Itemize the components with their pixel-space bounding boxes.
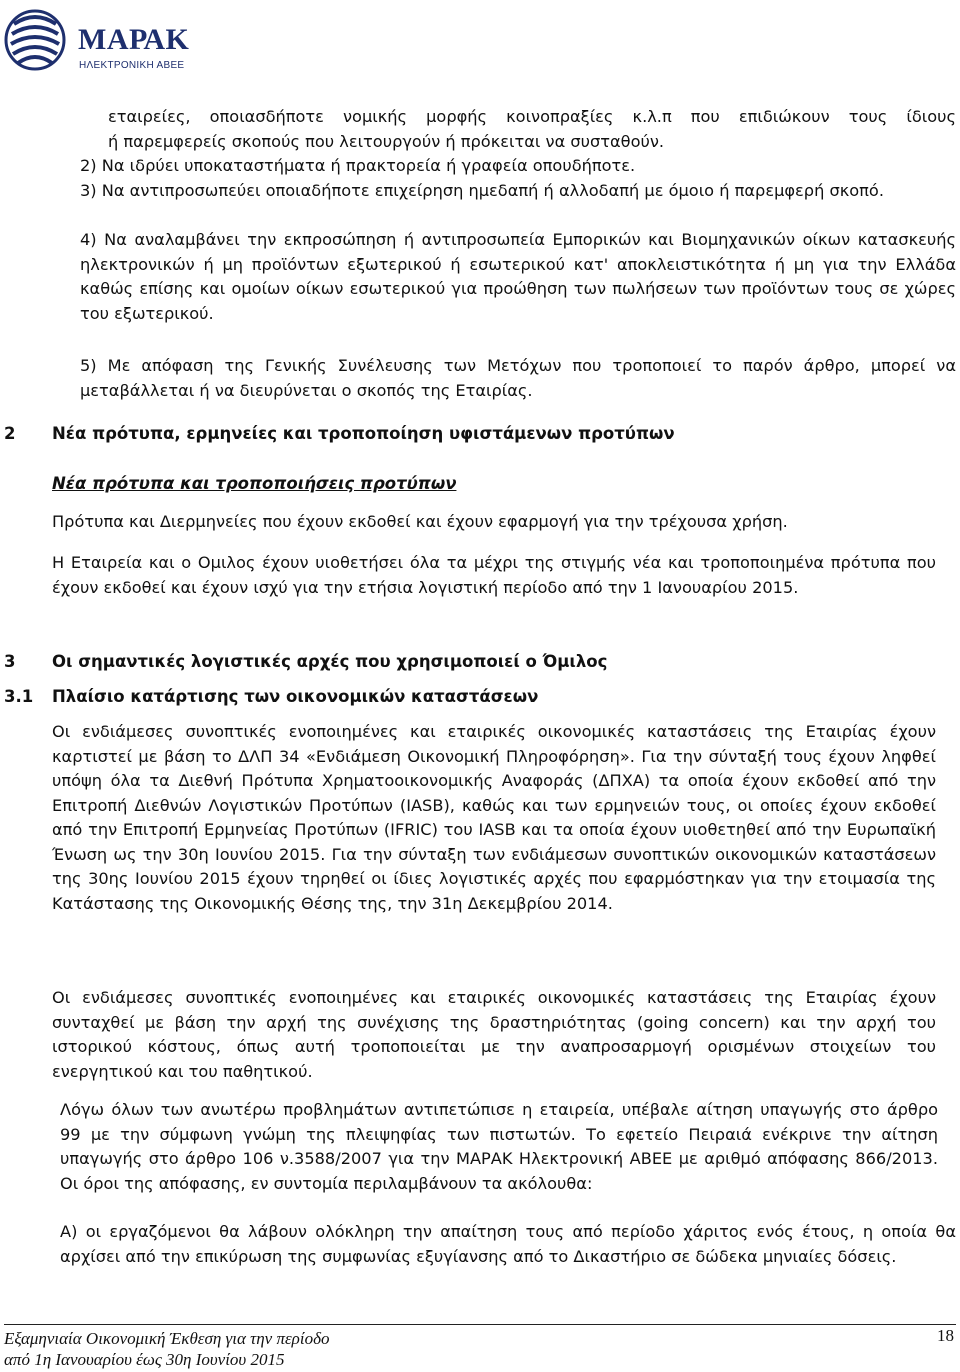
section-2-number: 2 — [4, 424, 16, 443]
section-3-1-para-2: Οι ενδιάμεσες συνοπτικές ενοποιημένες και εταιρικές οικονομικές καταστάσεις της Εταιρίας έχουν συνταχθεί με βάση την αρχή της συνέχισης της δραστηριότητας (going concern) και την αρχή του ιστορικού κόστους, όπως αυτή τροποποιείται με την αναπροσαρμογή ορισμένων στοιχείων του ενεργητικού και του παθητικού. — [52, 988, 936, 1081]
footer-line-2: από 1η Ιανουαρίου έως 30η Ιουνίου 2015 — [4, 1350, 285, 1369]
section-2-para-1: Πρότυπα και Διερμηνείες που έχουν εκδοθεί και έχουν εφαρμογή για την τρέχουσα χρήση. — [52, 512, 788, 531]
marak-logo-icon — [4, 4, 66, 76]
section-3-1-para-3: Λόγω όλων των ανωτέρω προβλημάτων αντιπετώπισε η εταιρεία, υπέβαλε αίτηση υπαγωγής στο άρθρο 99 με την σύμφωνη γνώμη της πλειψηφίας των πιστωτών. Το εφετείο Πειραιά ενέκρινε την αίτηση υπαγωγής στο άρθρο 106 ν.3588/2007 για την ΜΑΡΑΚ Ηλεκτρονική ΑΒΕΕ με αριθμό απόφασης 866/2013. Οι όροι της απόφασης, εν συντομία περιλαμβάνουν τα ακόλουθα: — [60, 1100, 938, 1193]
objective-item-2: 2) Να ιδρύει υποκαταστήματα ή πρακτορεία ή γραφεία οπουδήποτε. — [80, 156, 636, 175]
company-logo — [4, 4, 204, 76]
section-2-subtitle: Νέα πρότυπα και τροποποιήσεις προτύπων — [52, 474, 457, 493]
section-3-number: 3 — [4, 652, 16, 671]
logo-name: ΜΑΡΑΚ — [78, 23, 190, 56]
section-3-1-para-1: Οι ενδιάμεσες συνοπτικές ενοποιημένες και εταιρικές οικονομικές καταστάσεις της Εταιρίας έχουν καρτιστεί με βάση το ΔΛΠ 34 «Ενδιάμεση Οικονομική Πληροφόρηση». Για την σύνταξή τους έχουν ληφθεί υπόψη όλα τα Διεθνή Πρότυπα Χρηματοοικονομικής Αναφοράς (ΔΠΧΑ) τα οποία έχουν εκδοθεί από την Επιτροπή Διεθνών Λογιστικών Προτύπων (IASB), καθώς και των ερμηνειών τους, οι οποίες έχουν εκδοθεί από την Επιτροπή Ερμηνείας Προτύπων (IFRIC) του IASB και τα οποία έχουν υιοθετηθεί από την Ευρωπαϊκή Ένωση ως την 30η Ιουνίου 2015. Για την σύνταξη των ενδιάμεσων συνοπτικών οικονομικών καταστάσεων της 30ης Ιουνίου 2015 έχουν τηρηθεί οι ίδιες λογιστικές αρχές που εφαρμόστηκαν για την ετοιμασία της Κατάστασης της Οικονομικής Θέσης της, την 31η Δεκεμβρίου 2014. — [52, 722, 936, 913]
footer-divider — [4, 1324, 956, 1325]
section-3-1-para-4: Α) οι εργαζόμενοι θα λάβουν ολόκληρη την απαίτηση τους από περίοδο χάριτος ενός έτους, η οποία θα αρχίσει από την επικύρωση της συμφωνίας εξυγίανσης από το Δικαστήριο σε δώδεκα μηνιαίες δόσεις. — [60, 1222, 956, 1266]
intro-line-1: εταιρείες, οποιασδήποτε νομικής μορφής κοινοπραξίες κ.λ.π που επιδιώκουν τους ίδιους — [108, 107, 956, 126]
section-3-1-number: 3.1 — [4, 687, 34, 706]
section-3-1-title: Πλαίσιο κατάρτισης των οικονομικών καταστάσεων — [52, 687, 539, 706]
section-3-title: Οι σημαντικές λογιστικές αρχές που χρησιμοποιεί ο Όμιλος — [52, 652, 608, 671]
intro-line-2: ή παρεμφερείς σκοπούς που λειτουργούν ή πρόκειται να συσταθούν. — [108, 131, 665, 151]
section-2-para-2: Η Εταιρεία και ο Ομιλος έχουν υιοθετήσει όλα τα μέχρι της στιγμής νέα και τροποποιημένα πρότυπα που έχουν εκδοθεί και έχουν ισχύ για την ετήσια λογιστική περίοδο από την 1 Ιανουαρίου 2015. — [52, 553, 936, 597]
section-2-title: Νέα πρότυπα, ερμηνείες και τροποποίηση υφιστάμενων προτύπων — [52, 424, 675, 443]
footer-line-1: Εξαμηνιαία Οικονομική Έκθεση για την περίοδο — [4, 1329, 330, 1348]
logo-subtitle: ΗΛΕΚΤΡΟΝΙΚΗ ΑΒΕΕ — [79, 60, 185, 71]
objective-item-4: 4) Να αναλαμβάνει την εκπροσώπηση ή αντιπροσωπεία Εμπορικών και Βιομηχανικών οίκων κατασκευής ηλεκτρονικών ή μη προϊόντων εξωτερικού ή εσωτερικού κατ' αποκλειστικότητα ή μη για την Ελλάδα καθώς επίσης και ομοίων οίκων εσωτερικού για προώθηση των πωλήσεων των προϊόντων τους σε χώρες του εξωτερικού. — [80, 230, 956, 323]
objective-item-3: 3) Να αντιπροσωπεύει οποιαδήποτε επιχείρηση ημεδαπή ή αλλοδαπή με όμοιο ή παρεμφερή σκοπό. — [80, 181, 884, 200]
page-number: 18 — [937, 1326, 954, 1345]
objective-item-5: 5) Με απόφαση της Γενικής Συνέλευσης των Μετόχων που τροποποιεί το παρόν άρθρο, μπορεί να μεταβάλλεται ή να διευρύνεται ο σκοπός της Εταιρίας. — [80, 356, 956, 400]
footer-text — [4, 1328, 329, 1370]
